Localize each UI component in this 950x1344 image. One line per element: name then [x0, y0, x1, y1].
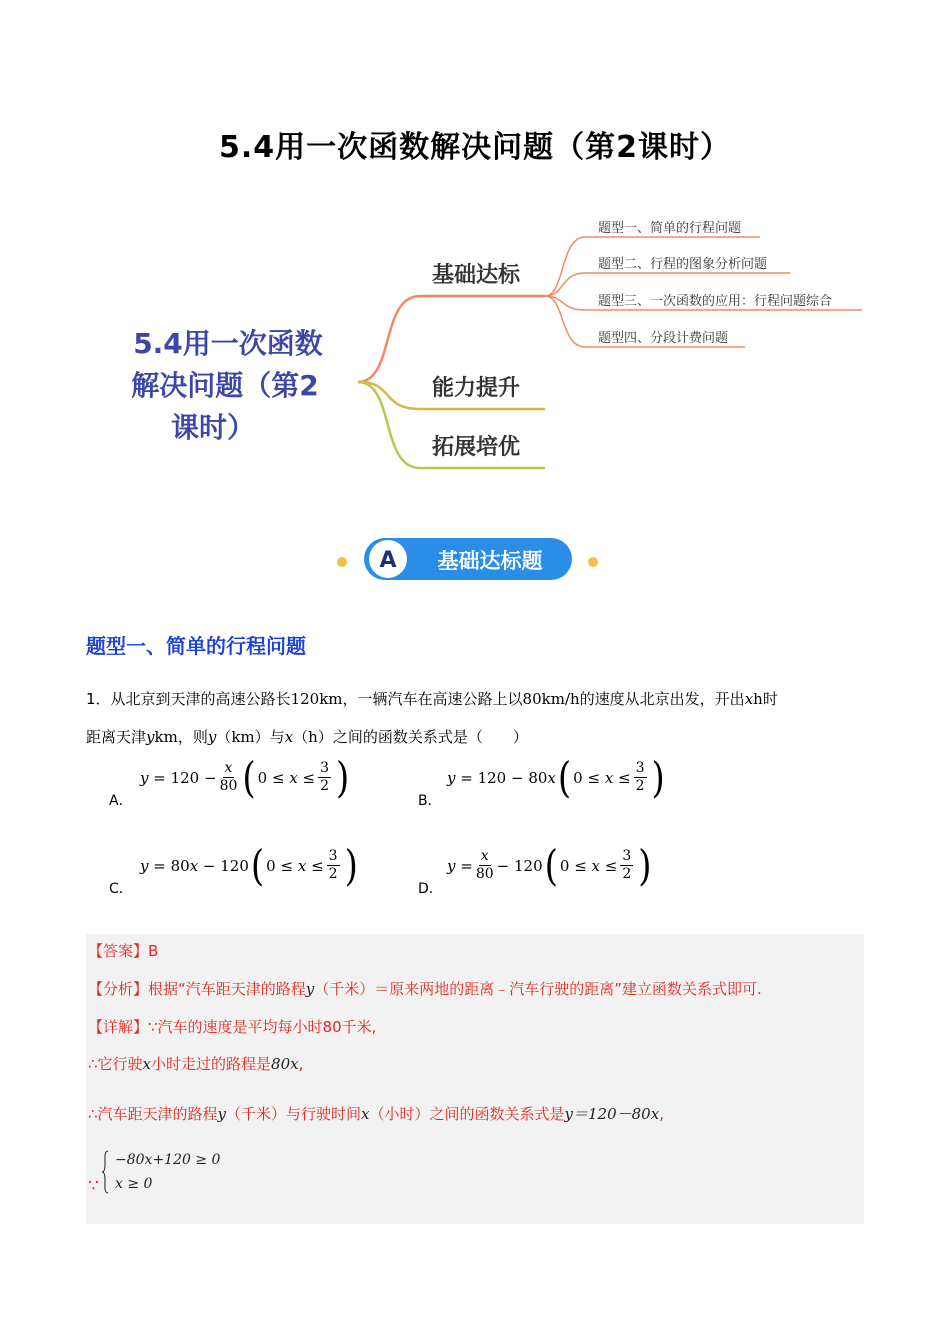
page-title: 5.4用一次函数解决问题（第2课时） [218, 130, 732, 165]
sub-item-1: 题型一、简单的行程问题 [598, 221, 742, 236]
q2-unit-h: h [308, 728, 318, 746]
sub-item-2: 题型二、行程的图象分析问题 [598, 257, 768, 272]
q1-text: 从北京到天津的高速公路长 [110, 690, 291, 708]
system-line-1: −80x+120 ≥ 0 [115, 1152, 221, 1168]
step2-end: , [659, 1105, 664, 1123]
step2-var-y: y [217, 1105, 227, 1123]
answer-label: 【答案】B [88, 942, 159, 960]
question-line-1 [86, 688, 778, 709]
step1-line [88, 1053, 303, 1074]
sub-connector-2 [545, 273, 790, 296]
step2-mid1: （千米）与行驶时间 [226, 1105, 362, 1123]
system-brace [101, 1150, 109, 1194]
q2-unit-km2: km [231, 728, 255, 746]
question-line-2 [86, 726, 528, 747]
step1-var: x [142, 1055, 152, 1073]
branch-connector-1 [358, 296, 545, 382]
option-c-formula[interactable]: y = 80 x − 120 ( 0 ≤ x ≤ $\frac{3}{2}$ ) [140, 840, 358, 891]
q2-text-4: ）之间的函数关系式是（ ） [317, 728, 528, 746]
step2-line [88, 1103, 664, 1124]
q2-text: 距离天津 [86, 728, 147, 746]
q1-text-2: ，一辆汽车在高速公路上以 [342, 690, 523, 708]
badge-label: 基础达标题 [437, 549, 543, 573]
badge-dot-right [588, 557, 598, 567]
q2-unit-km: km [154, 728, 178, 746]
option-d-formula[interactable]: y = $\frac{x}{80}$ − 120 ( 0 ≤ x ≤ $\frac{3}{2}$ ) [447, 840, 652, 891]
system-line-2: x ≥ 0 [115, 1176, 153, 1192]
mindmap-center-line-2: 解决问题（第2 [131, 369, 319, 402]
section-heading: 题型一、简单的行程问题 [86, 634, 306, 658]
step1-expr: 80x [271, 1055, 299, 1073]
analysis-suffix: （千米）＝原来两地的距离﹣汽车行驶的距离”建立函数关系式即可. [314, 980, 762, 998]
q2-text-2: ，则 [177, 728, 208, 746]
step1-end: , [298, 1055, 304, 1073]
option-a-label[interactable]: A． [109, 793, 133, 809]
q1-var-x: x [744, 690, 754, 708]
analysis-line [88, 978, 762, 999]
step2-var-x: x [361, 1105, 370, 1123]
branch-label-2: 能力提升 [432, 376, 521, 401]
q1-unit-h: h [753, 690, 763, 708]
option-d-label[interactable]: D． [418, 881, 443, 897]
q2-text-3: ）与 [254, 728, 285, 746]
q2-paren-open: （ [216, 728, 232, 746]
mind-map [0, 190, 950, 490]
analysis-var: y [305, 980, 315, 998]
option-c-label[interactable]: C． [109, 881, 133, 897]
mindmap-center-line-1: 5.4用一次函数 [133, 327, 323, 360]
q1-text-4: 时 [762, 690, 778, 708]
q1-text-3: 的速度从北京出发，开出 [579, 690, 745, 708]
analysis-prefix: 【分析】根据“汽车距天津的路程 [88, 980, 306, 998]
option-a-formula[interactable]: y = 120 − $\frac{x}{80}$ ( 0 ≤ x ≤ $\frac{3}{2}$ ) [140, 752, 350, 803]
q2-var-x: x [284, 728, 294, 746]
step1-mid: 小时走过的路程是 [151, 1055, 272, 1073]
badge-letter: A [379, 548, 397, 573]
question-number: 1． [86, 690, 111, 708]
option-b-formula[interactable]: y = 120 − 80 x ( 0 ≤ x ≤ $\frac{3}{2}$ ) [447, 752, 665, 803]
sub-item-3: 题型三、一次函数的应用：行程问题综合 [598, 294, 833, 309]
option-b-label[interactable]: B． [418, 793, 442, 809]
q2-var-y2: y [207, 728, 217, 746]
branch-label-3: 拓展培优 [432, 435, 521, 460]
step1-prefix: ∴它行驶 [88, 1055, 143, 1073]
step2-expr: y＝120－80x [564, 1105, 660, 1123]
mindmap-center-line-3: 课时） [170, 411, 256, 444]
section-badge [0, 536, 950, 586]
branch-label-1: 基础达标 [432, 263, 521, 288]
q2-var-y: y [146, 728, 155, 746]
detail-suffix: 千米, [341, 1018, 377, 1036]
q1-unit-kmh: km/h [541, 690, 580, 708]
q1-speed: 80 [522, 690, 542, 708]
detail-num: 80 [322, 1018, 342, 1036]
q1-distance: 120 [290, 690, 320, 708]
detail-line [88, 1016, 376, 1037]
detail-prefix: 【详解】∵汽车的速度是平均每小时 [88, 1018, 323, 1036]
step2-mid2: （小时）之间的函数关系式是 [369, 1105, 565, 1123]
because-symbol: ∵ [88, 1176, 99, 1196]
q2-paren-open-2: （ [293, 728, 309, 746]
inequality-system [105, 1148, 220, 1196]
sub-item-4: 题型四、分段计费问题 [598, 331, 729, 346]
badge-dot-left [337, 557, 347, 567]
q1-unit-km: km [319, 690, 343, 708]
step2-prefix: ∴汽车距天津的路程 [88, 1105, 218, 1123]
